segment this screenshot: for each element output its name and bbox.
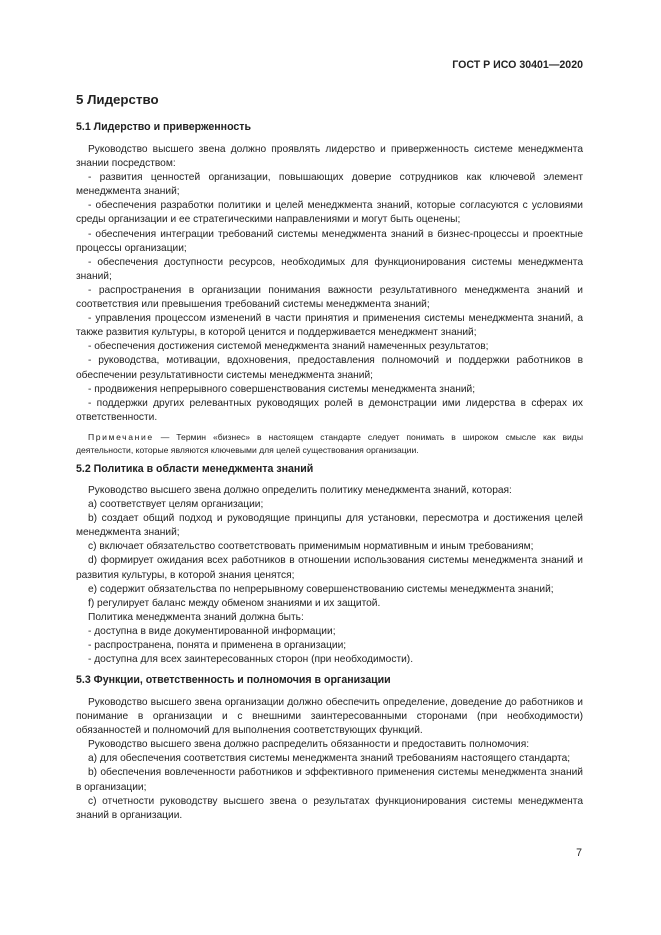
list-item: c) включает обязательство соответствовать применимым нормативным и иным требованиям;: [88, 541, 534, 553]
list-item: a) для обеспечения соответствия системы менеджмента знаний требованиям настоящего стандарта;: [88, 753, 571, 765]
standard-code: ГОСТ Р ИСО 30401—2020: [452, 59, 583, 71]
note: [76, 431, 583, 457]
list-item: - развития ценностей организации, повышающих доверие сотрудников как ключевой элемент менеджмента знаний;: [76, 172, 583, 198]
list-item: - продвижения непрерывного совершенствования системы менеджмента знаний;: [88, 383, 476, 395]
list-item: e) содержит обязательства по непрерывному совершенствованию системы менеджмента знаний;: [88, 583, 554, 595]
list-item: a) соответствует целям организации;: [88, 499, 264, 511]
list-item: - распространения в организации понимания важности результативного менеджмента знаний и соответствия или превышения требований системы менеджмента знаний;: [76, 284, 583, 311]
note-text: — Термин «бизнес» в настоящем стандарте следует понимать в широком смысле как виды деятельности, которые являются ключевыми для целей существования организации.: [76, 431, 583, 455]
list-item: b) создает общий подход и руководящие принципы для установки, пересмотра и достижения целей менеджмента знаний;: [76, 513, 583, 539]
section-title: 5 Лидерство: [76, 92, 159, 107]
list-item: - доступна в виде документированной информации;: [88, 625, 336, 637]
page-number: 7: [576, 847, 582, 859]
paragraph: Политика менеджмента знаний должна быть:: [88, 611, 304, 623]
subsection-title-5-3: 5.3 Функции, ответственность и полномочия в организации: [76, 674, 391, 686]
subsection-title-5-1: 5.1 Лидерство и приверженность: [76, 121, 251, 133]
list-item: - обеспечения доступности ресурсов, необходимых для функционирования системы менеджмента знаний;: [76, 256, 583, 282]
list-item: - обеспечения интеграции требований системы менеджмента знаний в бизнес-процессы и проектные процессы организации;: [76, 228, 583, 254]
subsection-body-5-2: [76, 484, 583, 667]
list-item: - доступна для всех заинтересованных сторон (при необходимости).: [88, 654, 414, 666]
paragraph: Руководство высшего звена должно определить политику менеджмента знаний, которая:: [88, 485, 512, 496]
subsection-body-5-3: [76, 696, 583, 823]
list-item: c) отчетности руководству высшего звена о результатах функционирования системы менеджмента знаний в организации.: [76, 795, 583, 821]
list-item: - поддержки других релевантных руководящих ролей в демонстрации ими лидерства в сферах их ответственности.: [76, 397, 583, 423]
paragraph: Руководство высшего звена организации должно обеспечить определение, доведение до работников и понимание в организации и с внешними заинтересованными сторонами (при необходимости) обязанностей и полномочий для выполнения соответствующих функций.: [76, 697, 583, 737]
note-label: Примечание: [88, 431, 154, 442]
list-item: f) регулирует баланс между обменом знаниями и их защитой.: [88, 597, 381, 609]
list-item: - управления процессом изменений в части принятия и применения системы менеджмента знаний, а также развития культуры, в которой ценится и поддерживается менеджмент знаний;: [76, 313, 583, 339]
list-item: b) обеспечения вовлеченности работников и эффективного применения системы менеджмента знаний в организации;: [76, 767, 583, 793]
list-item: - обеспечения разработки политики и целей менеджмента знаний, которые согласуются с условиями среды организации и ее стратегическими направлениями и могут быть оценены;: [76, 200, 583, 226]
list-item: - руководства, мотивации, вдохновения, предоставления полномочий и поддержки работников в обеспечении результативности системы менеджмента знаний;: [76, 355, 583, 381]
paragraph: Руководство высшего звена должно проявлять лидерство и приверженность системе менеджмента знании посредством:: [76, 144, 583, 170]
subsection-body-5-1: [76, 143, 583, 456]
list-item: d) формирует ожидания всех работников в отношении использования системы менеджмента знаний и развития культуры, в которой знания ценятся;: [76, 555, 583, 581]
paragraph: Руководство высшего звена должно распределить обязанности и предоставить полномочия:: [88, 739, 530, 751]
list-item: - обеспечения достижения системой менеджмента знаний намеченных результатов;: [88, 341, 489, 353]
list-item: - распространена, понята и применена в организации;: [88, 640, 347, 652]
subsection-title-5-2: 5.2 Политика в области менеджмента знаний: [76, 463, 314, 475]
